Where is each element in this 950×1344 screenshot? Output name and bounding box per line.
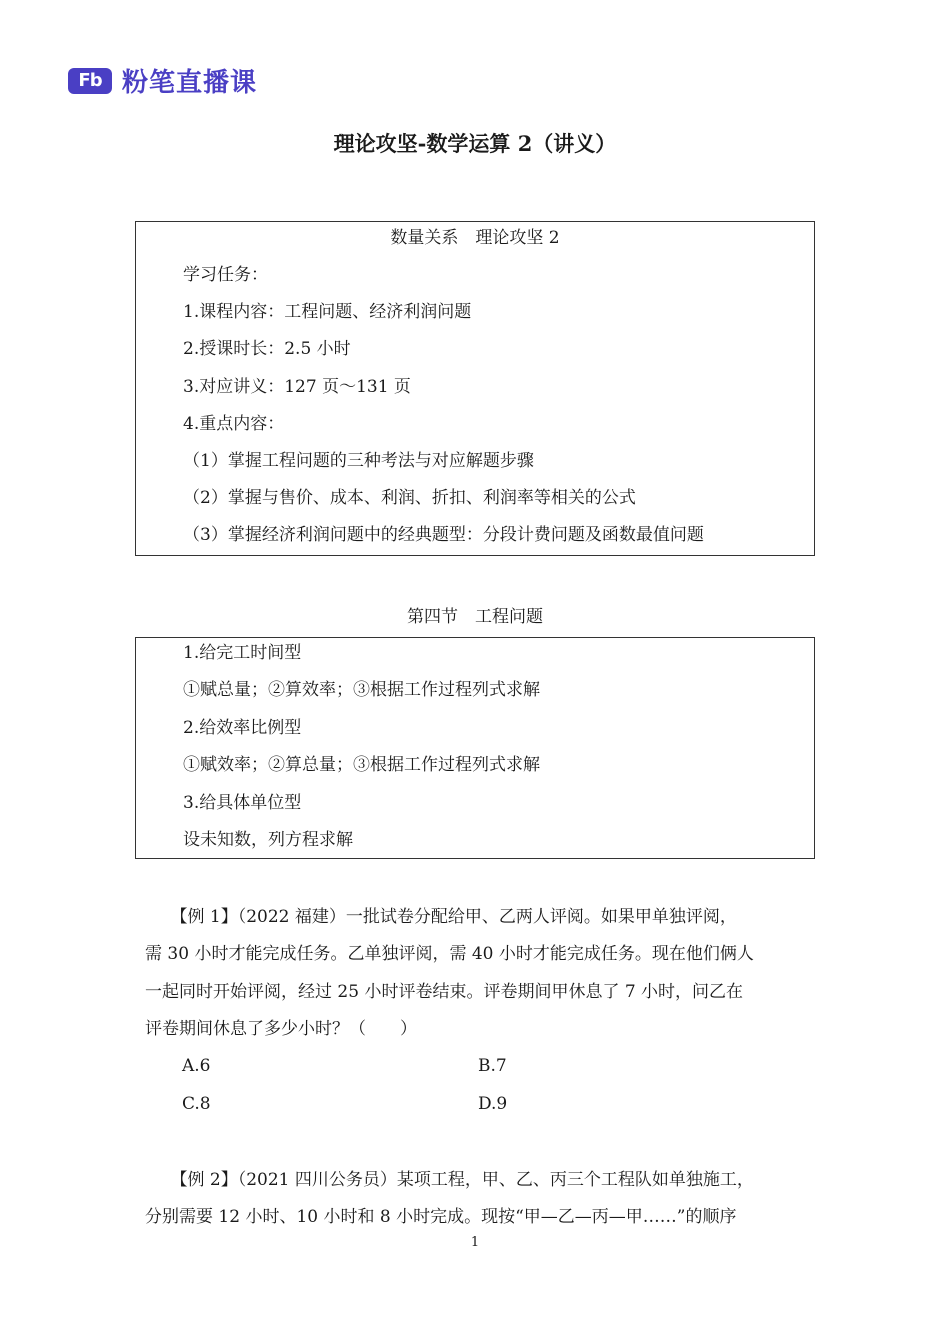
option-d: D.9 [478, 1094, 508, 1114]
example2-line: 分别需要 12 小时、10 小时和 8 小时完成。现按“甲—乙—丙—甲……”的顺序 [145, 1207, 737, 1227]
task-line: （1）掌握工程问题的三种考法与对应解题步骤 [183, 451, 534, 471]
method-line: 设未知数，列方程求解 [183, 830, 353, 850]
study-task-box [135, 221, 815, 556]
task-line: 学习任务： [183, 265, 268, 285]
method-line: ①赋效率；②算总量；③根据工作过程列式求解 [183, 755, 540, 775]
task-line: 3.对应讲义：127 页～131 页 [183, 377, 411, 397]
option-c: C.8 [182, 1094, 211, 1114]
method-line: 1.给完工时间型 [183, 643, 302, 663]
task-line: （2）掌握与售价、成本、利润、折扣、利润率等相关的公式 [183, 488, 636, 508]
example1-line: 一起同时开始评阅，经过 25 小时评卷结束。评卷期间甲休息了 7 小时，问乙在 [145, 982, 744, 1002]
method-line: ①赋总量；②算效率；③根据工作过程列式求解 [183, 680, 540, 700]
example2-line: 【例 2】（2021 四川公务员）某项工程，甲、乙、丙三个工程队如单独施工， [145, 1170, 754, 1190]
section-title: 第四节 工程问题 [407, 607, 543, 627]
box-heading: 数量关系 理论攻坚 2 [390, 228, 560, 248]
task-line: 4.重点内容： [183, 414, 285, 434]
example1-line: 【例 1】（2022 福建）一批试卷分配给甲、乙两人评阅。如果甲单独评阅， [145, 907, 737, 927]
option-b: B.7 [478, 1056, 507, 1076]
brand-logo [68, 62, 257, 99]
document-title: 理论攻坚-数学运算 2（讲义） [333, 131, 617, 156]
task-line: 2.授课时长：2.5 小时 [183, 339, 351, 359]
method-line: 2.给效率比例型 [183, 718, 302, 738]
method-line: 3.给具体单位型 [183, 793, 302, 813]
page-number: 1 [470, 1235, 480, 1250]
method-box [135, 637, 815, 859]
option-a: A.6 [182, 1056, 211, 1076]
example1-line: 评卷期间休息了多少小时？（ ） [145, 1019, 417, 1039]
task-line: （3）掌握经济利润问题中的经典题型：分段计费问题及函数最值问题 [183, 525, 704, 545]
task-line: 1.课程内容：工程问题、经济利润问题 [183, 302, 472, 322]
example1-line: 需 30 小时才能完成任务。乙单独评阅，需 40 小时才能完成任务。现在他们俩人 [145, 944, 754, 964]
logo-mark: Fb [68, 68, 112, 94]
logo-text: 粉笔直播课 [122, 68, 258, 98]
